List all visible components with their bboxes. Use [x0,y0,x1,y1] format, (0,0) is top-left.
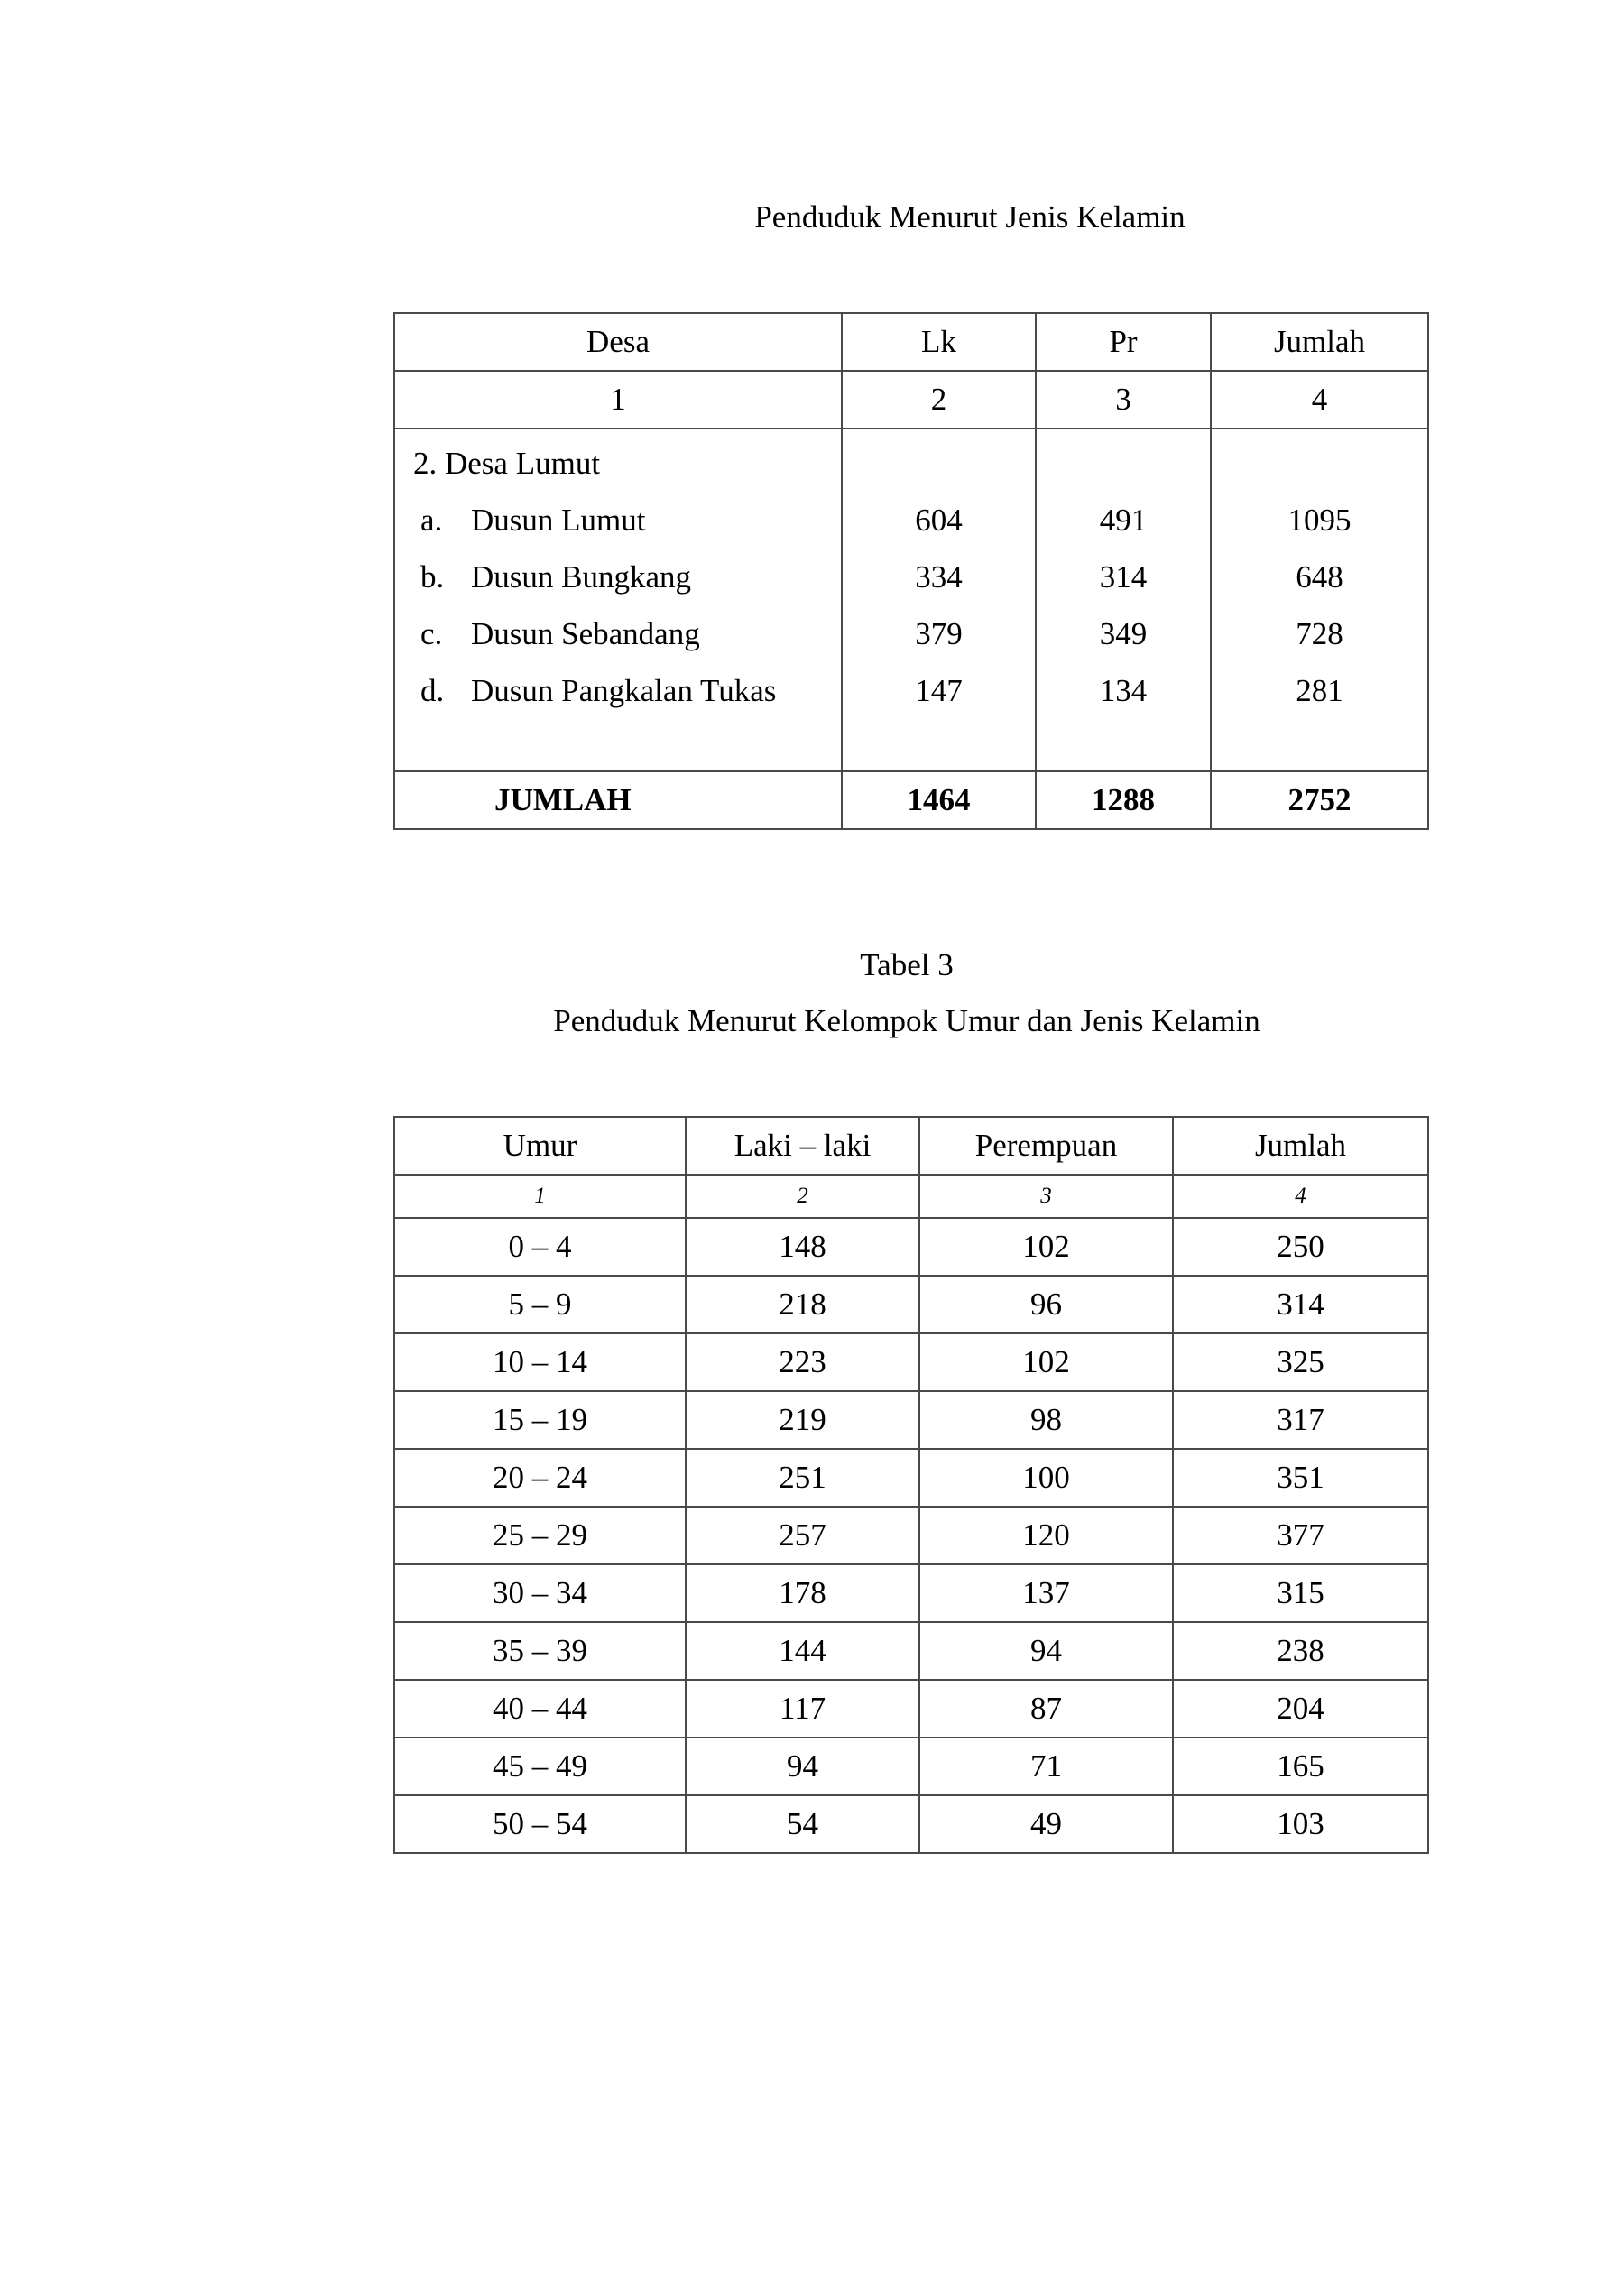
male-count: 219 [686,1391,919,1449]
age-group: 50 – 54 [394,1795,686,1853]
table-row [394,1391,1428,1449]
female-count: 102 [919,1218,1173,1276]
total-count: 351 [1173,1449,1428,1507]
hamlet-item [395,492,841,549]
population-by-age-table [393,1116,1429,1854]
male-count: 178 [686,1564,919,1622]
total-count: 314 [1173,1276,1428,1333]
total-lk: 1464 [842,771,1036,829]
age-group: 10 – 14 [394,1333,686,1391]
table3-header-row [394,1117,1428,1175]
lk-column [842,429,1036,771]
female-count: 94 [919,1622,1173,1680]
male-count: 251 [686,1449,919,1507]
female-count: 71 [919,1738,1173,1795]
age-group: 35 – 39 [394,1622,686,1680]
item-letter: b. [420,559,445,595]
total-count: 377 [1173,1507,1428,1564]
female-count: 102 [919,1333,1173,1391]
jumlah-value: 728 [1296,616,1343,651]
total-count: 165 [1173,1738,1428,1795]
column-number: 4 [1173,1175,1428,1218]
male-count: 144 [686,1622,919,1680]
lk-value: 379 [915,616,963,651]
jumlah-value: 648 [1296,559,1343,595]
male-count: 218 [686,1276,919,1333]
age-group: 45 – 49 [394,1738,686,1795]
column-number: 3 [1036,371,1211,429]
table1-body-row [394,429,1428,771]
pr-value: 314 [1099,559,1148,595]
column-number: 1 [394,371,842,429]
header-jumlah: Jumlah [1173,1117,1428,1175]
table-row [394,1276,1428,1333]
hamlet-item [395,605,841,662]
table-row [394,1738,1428,1795]
male-count: 223 [686,1333,919,1391]
total-count: 103 [1173,1795,1428,1853]
female-count: 137 [919,1564,1173,1622]
header-jumlah: Jumlah [1211,313,1428,371]
pr-column [1036,429,1211,771]
age-group: 15 – 19 [394,1391,686,1449]
female-count: 120 [919,1507,1173,1564]
table-row [394,1795,1428,1853]
lk-value: 604 [915,503,963,538]
table-row [394,1564,1428,1622]
total-pr: 1288 [1036,771,1211,829]
pr-value: 134 [1099,673,1148,708]
hamlet-name: Dusun Pangkalan Tukas [471,673,777,708]
table1-total-row [394,771,1428,829]
header-lk: Lk [842,313,1036,371]
column-number: 3 [919,1175,1173,1218]
table1-column-number-row [394,371,1428,429]
hamlet-name: Dusun Sebandang [471,616,700,651]
lk-value: 147 [915,673,963,708]
total-count: 250 [1173,1218,1428,1276]
table-row [394,1218,1428,1276]
table3-column-number-row [394,1175,1428,1218]
total-count: 204 [1173,1680,1428,1738]
age-group: 30 – 34 [394,1564,686,1622]
column-number: 2 [842,371,1036,429]
jumlah-column [1211,429,1428,771]
table-row [394,1333,1428,1391]
female-count: 87 [919,1680,1173,1738]
column-number: 2 [686,1175,919,1218]
total-count: 317 [1173,1391,1428,1449]
pr-value: 491 [1099,503,1148,538]
desa-column [394,429,842,771]
table-row [394,1449,1428,1507]
female-count: 96 [919,1276,1173,1333]
total-count: 315 [1173,1564,1428,1622]
jumlah-value: 1095 [1287,503,1352,538]
column-number: 4 [1211,371,1428,429]
hamlet-item [395,549,841,605]
lk-value: 334 [915,559,963,595]
age-group: 20 – 24 [394,1449,686,1507]
male-count: 54 [686,1795,919,1853]
total-count: 325 [1173,1333,1428,1391]
table1-title: Penduduk Menurut Jenis Kelamin [754,199,1186,235]
female-count: 49 [919,1795,1173,1853]
hamlet-name: Dusun Lumut [471,503,646,538]
total-jumlah: 2752 [1211,771,1428,829]
hamlet-name: Dusun Bungkang [471,559,692,595]
age-group: 25 – 29 [394,1507,686,1564]
village-group-label: 2. Desa Lumut [413,446,601,481]
header-desa: Desa [394,313,842,371]
male-count: 94 [686,1738,919,1795]
male-count: 148 [686,1218,919,1276]
total-label: JUMLAH [394,771,842,829]
header-pr: Pr [1036,313,1211,371]
column-number: 1 [394,1175,686,1218]
table3-label: Tabel 3 [860,947,954,982]
table1-header-row [394,313,1428,371]
female-count: 98 [919,1391,1173,1449]
table-row [394,1507,1428,1564]
table-row [394,1622,1428,1680]
age-group: 5 – 9 [394,1276,686,1333]
male-count: 117 [686,1680,919,1738]
header-perempuan: Perempuan [919,1117,1173,1175]
jumlah-value: 281 [1296,673,1343,708]
table-row [394,1680,1428,1738]
age-group: 0 – 4 [394,1218,686,1276]
table3-title: Penduduk Menurut Kelompok Umur dan Jenis Kelamin [553,1003,1260,1038]
header-laki-laki: Laki – laki [686,1117,919,1175]
female-count: 100 [919,1449,1173,1507]
item-letter: d. [420,673,445,708]
male-count: 257 [686,1507,919,1564]
item-letter: c. [420,616,443,651]
pr-value: 349 [1099,616,1148,651]
total-count: 238 [1173,1622,1428,1680]
header-umur: Umur [394,1117,686,1175]
age-group: 40 – 44 [394,1680,686,1738]
hamlet-item [395,662,841,719]
population-by-sex-table [393,312,1429,830]
item-letter: a. [420,503,443,538]
